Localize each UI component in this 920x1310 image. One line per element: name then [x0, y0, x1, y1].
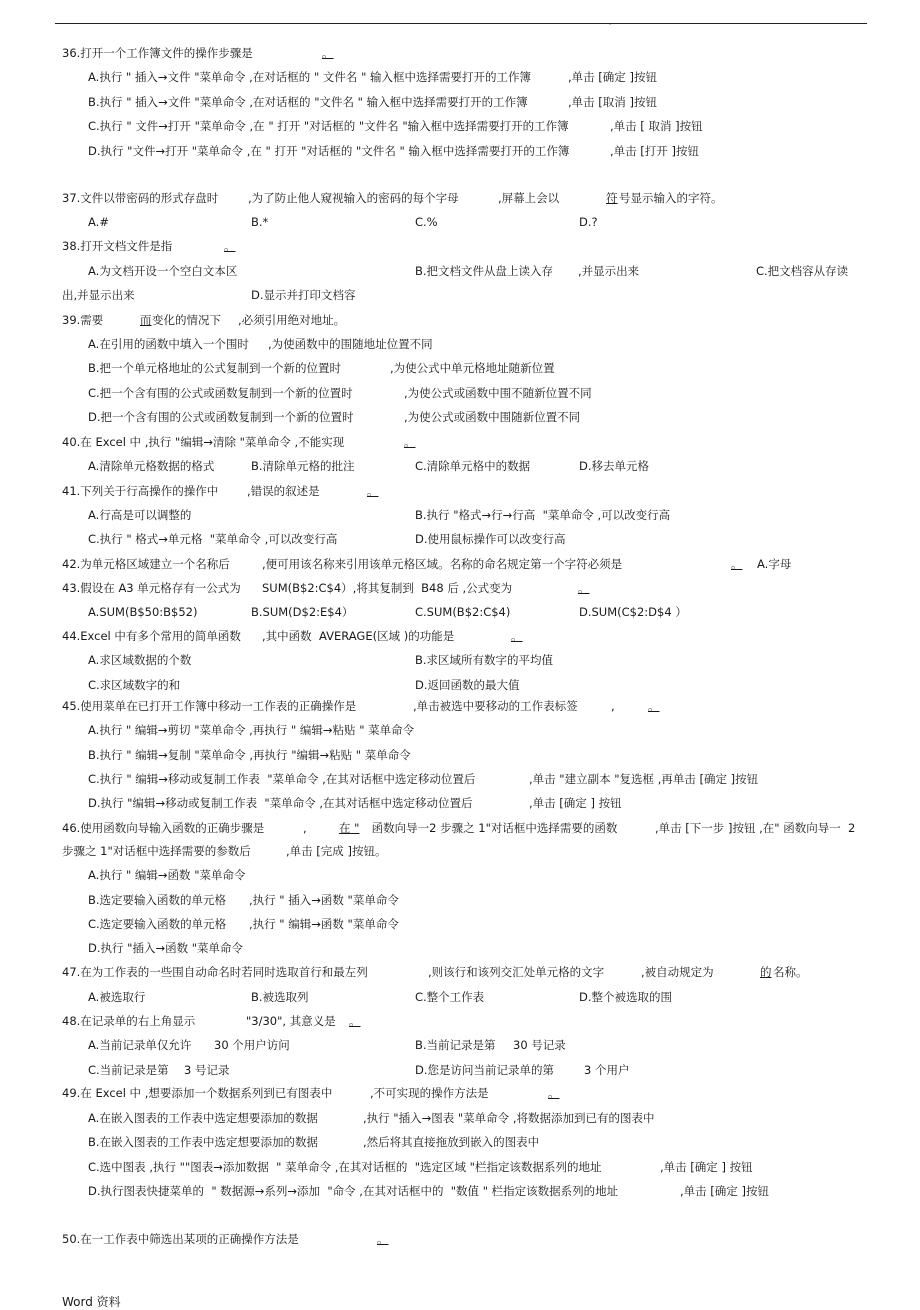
question-41-option-b: B.执行 "格式→行→行高 "菜单命令 ,可以改变行高 — [415, 508, 671, 522]
footer-label: Word 资料 — [62, 1295, 121, 1309]
question-36-option-a: A.执行 " 插入→文件 "菜单命令 ,在对话框的 " 文件名 " 输入框中选择需要打开的工作簿 — [88, 70, 532, 84]
question-47-option-d: D.整个被选取的围 — [579, 990, 673, 1004]
question-37-option-c: C.% — [415, 215, 438, 229]
question-46-stem-a: 46.使用函数向导输入函数的正确步骤是 — [62, 821, 265, 835]
question-46-blank: 在 " — [339, 821, 360, 835]
question-46-stem-c: 函数向导一2 步骤之 1"对话框中选择需要的函数 — [368, 821, 618, 835]
question-49-option-b-suffix: ,然后将其直接拖放到嵌入的图表中 — [363, 1135, 540, 1149]
question-47-blank: 的 — [760, 965, 772, 979]
question-40-stem: 40.在 Excel 中 ,执行 "编辑→清除 "菜单命令 ,不能实现 — [62, 435, 345, 449]
question-43-option-c: C.SUM(B$2:C$4) — [415, 605, 511, 619]
question-40-option-b: B.清除单元格的批注 — [251, 459, 355, 473]
question-44-option-a: A.求区域数据的个数 — [88, 653, 192, 667]
question-45-option-c-suffix: ,单击 "建立副本 "复选框 ,再单击 [确定 ]按钮 — [529, 772, 759, 786]
question-48-option-d: D.您是访问当前记录单的第 — [415, 1063, 555, 1077]
question-45-option-d-suffix: ,单击 [确定 ] 按钮 — [529, 796, 622, 810]
question-39-option-a: A.在引用的函数中填入一个围时 — [88, 337, 249, 351]
question-44-blank: 。 — [511, 629, 523, 643]
question-44-option-c: C.求区域数字的和 — [88, 678, 181, 692]
question-48-stem-a: 48.在记录单的右上角显示 — [62, 1014, 196, 1028]
question-49-option-a: A.在嵌入图表的工作表中选定想要添加的数据 — [88, 1111, 318, 1125]
question-43-option-b: B.SUM(D$2:E$4） — [251, 605, 354, 619]
question-44-stem-a: 44.Excel 中有多个常用的简单函数 — [62, 629, 241, 643]
question-39-stem-b: 变化的情况下 — [152, 313, 221, 327]
question-41-stem-a: 41.下列关于行高操作的操作中 — [62, 484, 219, 498]
question-39-stem-a: 39.需要 — [62, 313, 104, 327]
question-45-stem-a: 45.使用菜单在已打开工作簿中移动一工作表的正确操作是 — [62, 699, 357, 713]
question-38-option-b: B.把文档文件从盘上读入存 — [415, 264, 554, 278]
question-47-option-c: C.整个工作表 — [415, 990, 485, 1004]
question-36-option-a-suffix: ,单击 [确定 ]按钮 — [568, 70, 657, 84]
question-38-option-d: D.显示并打印文档容 — [251, 288, 356, 302]
question-49-option-c: C.选中图表 ,执行 ""图表→添加数据 " 菜单命令 ,在其对话框的 "选定区域 "栏指定该数据系列的地址 — [88, 1160, 602, 1174]
question-39-option-c-suffix: ,为使公式或函数中围不随新位置不同 — [404, 386, 592, 400]
question-41-option-c: C.执行 " 格式→单元格 "菜单命令 ,可以改变行高 — [88, 532, 338, 546]
question-39-option-a-suffix: ,为使函数中的围随地址位置不同 — [268, 337, 433, 351]
question-46-stem-line2-a: 步骤之 1"对话框中选择需要的参数后 — [62, 844, 251, 858]
question-47-stem-b: ,则该行和该列交汇处单元格的文字 — [428, 965, 605, 979]
question-36-blank: 。 — [322, 46, 334, 60]
question-40-option-d: D.移去单元格 — [579, 459, 650, 473]
header-rule — [55, 23, 867, 24]
question-49-blank: 。 — [548, 1086, 560, 1100]
question-48-option-b-suffix: 30 号记录 — [513, 1038, 566, 1052]
question-46-stem-b: , — [303, 821, 307, 835]
question-46-option-d: D.执行 "插入→函数 "菜单命令 — [88, 941, 244, 955]
question-42-blank: 。 — [731, 557, 743, 571]
question-43-stem-b: SUM(B$2:C$4）,将其复制到 B48 后 ,公式变为 — [262, 581, 513, 595]
question-45-option-c: C.执行 " 编辑→移动或复制工作表 "菜单命令 ,在其对话框中选定移动位置后 — [88, 772, 476, 786]
question-48-option-a: A.当前记录单仅允许 — [88, 1038, 192, 1052]
question-48-option-c-suffix: 3 号记录 — [184, 1063, 230, 1077]
question-47-option-a: A.被选取行 — [88, 990, 146, 1004]
question-47-option-b: B.被选取列 — [251, 990, 309, 1004]
question-36-option-d: D.执行 "文件→打开 "菜单命令 ,在 " 打开 "对话框的 "文件名 " 输入框中选择需要打开的工作簿 — [88, 144, 570, 158]
question-50-stem: 50.在一工作表中筛选出某项的正确操作方法是 — [62, 1232, 299, 1246]
question-38-option-c-cont: 出,并显示出来 — [62, 288, 135, 302]
question-48-option-a-suffix: 30 个用户访问 — [214, 1038, 290, 1052]
question-37-stem-b: ,为了防止他人窥视输入的密码的每个字母 — [248, 191, 459, 205]
question-48-option-b: B.当前记录是第 — [415, 1038, 496, 1052]
question-48-option-c: C.当前记录是第 — [88, 1063, 169, 1077]
question-45-blank: 。 — [648, 699, 660, 713]
question-45-stem-b: ,单击被选中要移动的工作表标签 — [413, 699, 578, 713]
question-38-option-a: A.为文档开设一个空白文本区 — [88, 264, 238, 278]
question-37-blank: 符 — [606, 191, 618, 205]
question-46-option-c-suffix: ,执行 " 编辑→函数 "菜单命令 — [249, 917, 399, 931]
question-36-option-b: B.执行 " 插入→文件 "菜单命令 ,在对话框的 "文件名 " 输入框中选择需要打开的工作簿 — [88, 95, 528, 109]
question-45-stem-c: , — [611, 699, 615, 713]
question-37-option-b: B.* — [251, 215, 269, 229]
question-43-option-a: A.SUM(B$50:B$52) — [88, 605, 198, 619]
question-44-option-b: B.求区域所有数字的平均值 — [415, 653, 554, 667]
question-42-stem-b: ,便可用该名称来引用该单元格区域。名称的命名规定第一个字符必须是 — [262, 557, 623, 571]
question-45-option-b: B.执行 " 编辑→复制 "菜单命令 ,再执行 "编辑→粘贴 " 菜单命令 — [88, 748, 411, 762]
question-37-option-a: A.# — [88, 215, 109, 229]
question-48-option-d-suffix: 3 个用户 — [584, 1063, 630, 1077]
question-37-stem-c: ,屏幕上会以 — [498, 191, 560, 205]
question-36-option-c: C.执行 " 文件→打开 "菜单命令 ,在 " 打开 "对话框的 "文件名 "输入框中选择需要打开的工作簿 — [88, 119, 569, 133]
question-45-option-d: D.执行 "编辑→移动或复制工作表 "菜单命令 ,在其对话框中选定移动位置后 — [88, 796, 473, 810]
question-41-stem-b: ,错误的叙述是 — [247, 484, 320, 498]
question-41-option-d: D.使用鼠标操作可以改变行高 — [415, 532, 566, 546]
question-44-stem-b: ,其中函数 AVERAGE(区域 )的功能是 — [262, 629, 455, 643]
question-39-stem-c: ,必须引用绝对地址。 — [238, 313, 346, 327]
question-49-option-d: D.执行图表快捷菜单的 " 数据源→系列→添加 "命令 ,在其对话框中的 "数值 " 栏指定该数据系列的地址 — [88, 1184, 619, 1198]
question-46-option-a: A.执行 " 编辑→函数 "菜单命令 — [88, 868, 246, 882]
header-mark: . — [609, 19, 612, 27]
question-41-option-a: A.行高是可以调整的 — [88, 508, 192, 522]
question-43-blank: 。 — [578, 581, 590, 595]
question-41-blank: 。 — [367, 484, 379, 498]
question-49-stem-b: ,不可实现的操作方法是 — [370, 1086, 489, 1100]
question-45-option-a: A.执行 " 编辑→剪切 "菜单命令 ,再执行 " 编辑→粘贴 " 菜单命令 — [88, 723, 415, 737]
question-47-stem-a: 47.在为工作表的一些围自动命名时若同时选取首行和最左列 — [62, 965, 368, 979]
question-39-option-b-suffix: ,为使公式中单元格地址随新位置 — [390, 361, 555, 375]
question-46-option-c: C.选定要输入函数的单元格 — [88, 917, 227, 931]
question-46-stem-line2-b: ,单击 [完成 ]按钮。 — [286, 844, 387, 858]
question-38-stem: 38.打开文档文件是指 — [62, 239, 173, 253]
question-36-option-b-suffix: ,单击 [取消 ]按钮 — [568, 95, 657, 109]
question-49-option-d-suffix: ,单击 [确定 ]按钮 — [680, 1184, 769, 1198]
question-42-stem-a: 42.为单元格区域建立一个名称后 — [62, 557, 230, 571]
question-38-option-c: C.把文档容从存读 — [756, 264, 849, 278]
question-39-option-d-suffix: ,为使公式或函数中围随新位置不同 — [404, 410, 581, 424]
question-43-option-d: D.SUM(C$2:D$4 ） — [579, 605, 687, 619]
question-39-option-d: D.把一个含有围的公式或函数复制到一个新的位置时 — [88, 410, 354, 424]
question-50-blank: 。 — [377, 1232, 389, 1246]
question-40-option-a: A.清除单元格数据的格式 — [88, 459, 215, 473]
question-49-stem-a: 49.在 Excel 中 ,想要添加一个数据系列到已有图表中 — [62, 1086, 333, 1100]
question-36-option-c-suffix: ,单击 [ 取消 ]按钮 — [610, 119, 703, 133]
question-49-option-c-suffix: ,单击 [确定 ] 按钮 — [660, 1160, 753, 1174]
question-47-stem-c: ,被自动规定为 — [641, 965, 714, 979]
question-48-stem-b: "3/30", 其意义是 — [246, 1014, 336, 1028]
question-39-option-b: B.把一个单元格地址的公式复制到一个新的位置时 — [88, 361, 342, 375]
question-37-stem-d: 号显示输入的字符。 — [619, 191, 723, 205]
question-37-stem-a: 37.文件以带密码的形式存盘时 — [62, 191, 219, 205]
question-42-answer: A.字母 — [757, 557, 792, 571]
question-40-blank: 。 — [404, 435, 416, 449]
question-37-option-d: D.? — [579, 215, 598, 229]
question-38-option-b-suffix: ,并显示出来 — [578, 264, 640, 278]
question-36-stem: 36.打开一个工作簿文件的操作步骤是 — [62, 46, 253, 60]
question-49-option-b: B.在嵌入图表的工作表中选定想要添加的数据 — [88, 1135, 319, 1149]
question-44-option-d: D.返回函数的最大值 — [415, 678, 520, 692]
question-43-stem-a: 43.假设在 A3 单元格存有一公式为 — [62, 581, 241, 595]
question-40-option-c: C.清除单元格中的数据 — [415, 459, 531, 473]
question-49-option-a-suffix: ,执行 "插入→图表 "菜单命令 ,将数据添加到已有的图表中 — [363, 1111, 655, 1125]
question-39-option-c: C.把一个含有围的公式或函数复制到一个新的位置时 — [88, 386, 353, 400]
question-36-option-d-suffix: ,单击 [打开 ]按钮 — [610, 144, 699, 158]
question-38-blank: 。 — [224, 239, 236, 253]
question-46-option-b-suffix: ,执行 " 插入→函数 "菜单命令 — [249, 893, 399, 907]
question-46-option-b: B.选定要输入函数的单元格 — [88, 893, 227, 907]
question-39-blank: 而 — [140, 313, 152, 327]
question-47-stem-d: 名称。 — [773, 965, 808, 979]
question-48-blank: 。 — [349, 1014, 361, 1028]
question-46-stem-d: ,单击 [下一步 ]按钮 ,在" 函数向导一 2 — [655, 821, 856, 835]
